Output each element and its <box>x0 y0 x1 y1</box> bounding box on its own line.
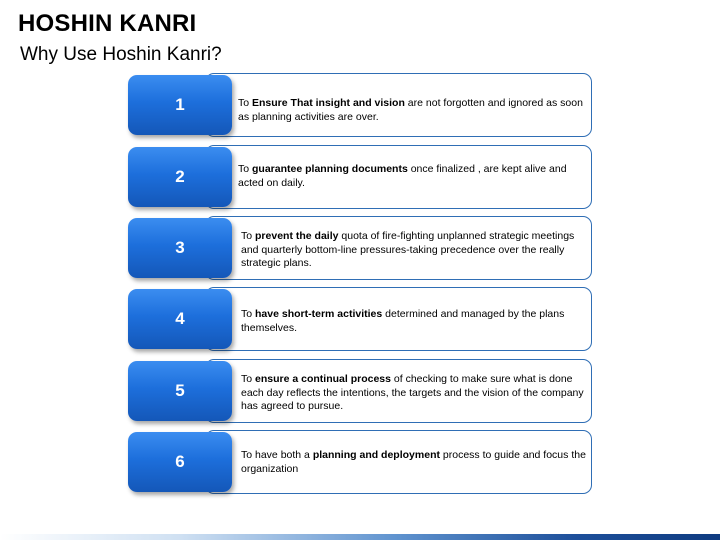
reason-text-bold: have short-term activities <box>255 308 383 320</box>
reason-text-bold: guarantee planning documents <box>252 163 408 175</box>
reason-text-bold: ensure a continual process <box>255 373 391 385</box>
reason-number-badge: 5 <box>128 361 232 421</box>
reason-number-badge: 6 <box>128 432 232 492</box>
reason-row <box>0 430 720 496</box>
reason-number-badge: 2 <box>128 147 232 207</box>
reason-row <box>0 359 720 425</box>
bottom-decorative-bar <box>0 534 720 540</box>
reason-number-badge: 4 <box>128 289 232 349</box>
reason-text-regular: process to guide and focus the organization <box>241 449 586 475</box>
reason-text-regular: To have both a <box>241 449 313 461</box>
reason-text-regular: To <box>238 97 253 109</box>
reason-text-bold: Ensure That insight and vision <box>252 97 405 109</box>
reason-text-regular: To <box>241 230 256 242</box>
reason-text-regular: To <box>241 373 256 385</box>
reason-text-regular: are not forgotten and ignored as soon as planning activities are over. <box>238 97 583 123</box>
reason-number-badge: 3 <box>128 218 232 278</box>
reason-row <box>0 287 720 353</box>
reason-text-regular: To <box>238 163 253 175</box>
reason-text-regular: determined and managed by the plans themselves. <box>241 308 565 334</box>
reason-text-regular: of checking to make sure what is done each day reflects the intentions, the targets and the vision of the company has agreed to pursue. <box>241 373 584 412</box>
reason-text-regular: quota of fire-fighting unplanned strategic meetings and quarterly bottom-line pressures-taking precedence over the really strategic plans. <box>241 230 575 269</box>
reason-text <box>241 230 586 271</box>
slide-title: HOSHIN KANRI <box>18 10 197 37</box>
reason-text-bold: prevent the daily <box>255 230 339 242</box>
reason-text-regular: once finalized , are kept alive and acted on daily. <box>238 163 567 189</box>
reason-row <box>0 216 720 282</box>
reason-text <box>241 373 586 414</box>
reason-text <box>238 163 583 190</box>
reason-text-regular: To <box>241 308 256 320</box>
reason-text-bold: planning and deployment <box>312 449 440 461</box>
reason-row <box>0 145 720 211</box>
reason-text <box>241 308 586 335</box>
slide-subtitle: Why Use Hoshin Kanri? <box>20 44 222 65</box>
reason-row <box>0 73 720 139</box>
reason-text <box>238 97 583 124</box>
reason-number-badge: 1 <box>128 75 232 135</box>
reason-text <box>241 449 586 476</box>
